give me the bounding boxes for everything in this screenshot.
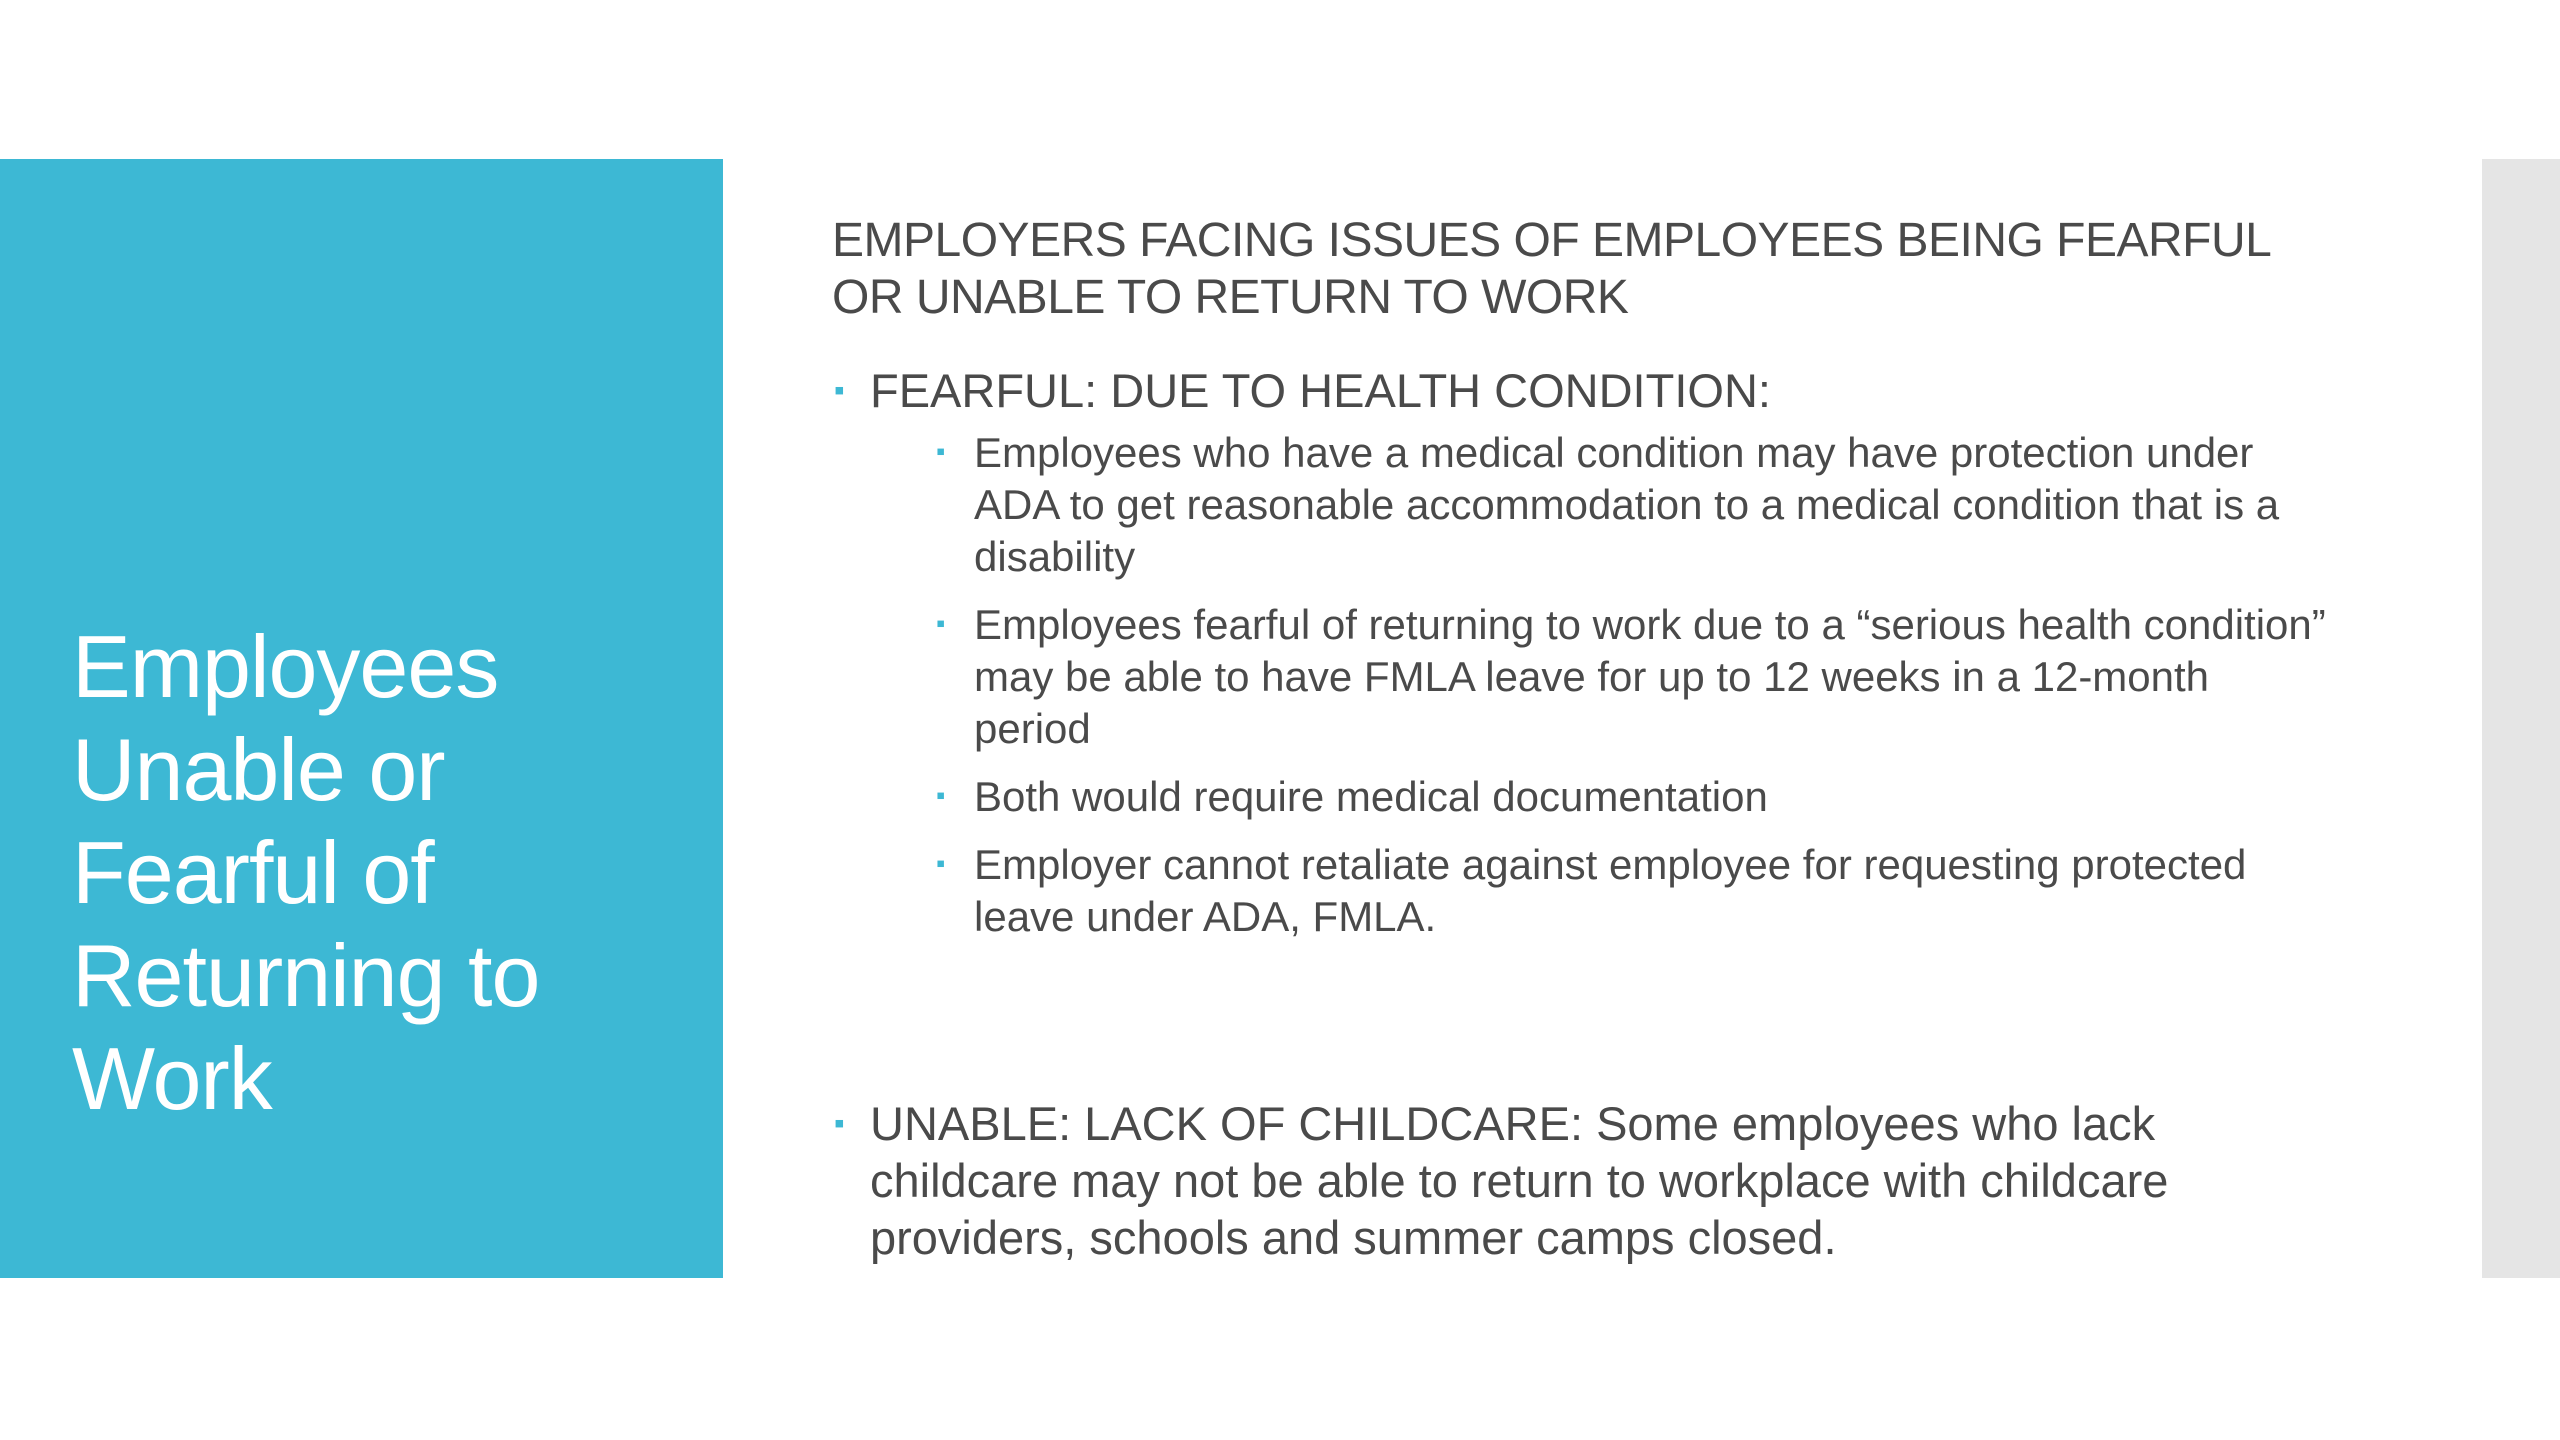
title-panel <box>0 159 723 1278</box>
content-area <box>832 212 2332 1266</box>
bullet-icon: ▪ <box>834 374 845 407</box>
content-heading: EMPLOYERS FACING ISSUES OF EMPLOYEES BEING FEARFUL OR UNABLE TO RETURN TO WORK <box>832 214 2270 324</box>
bullet-icon: ▪ <box>936 608 946 638</box>
sub-bullet-documentation <box>936 771 2332 823</box>
sub-bullet-fmla <box>936 599 2332 755</box>
right-decorative-bar <box>2482 159 2560 1278</box>
sub-bullet-text: Employer cannot retaliate against employee for requesting protected leave under ADA, FMLA. <box>974 841 2247 940</box>
sub-bullet-ada <box>936 427 2332 583</box>
spacer <box>832 959 2332 1059</box>
sub-bullet-text: Employees who have a medical condition may have protection under ADA to get reasonable accommodation to a medical condition that is a disability <box>974 429 2280 580</box>
bullet-icon: ▪ <box>936 848 946 878</box>
bullet-icon: ▪ <box>936 780 946 810</box>
sub-bullet-retaliation <box>936 839 2332 943</box>
bullet-icon: ▪ <box>834 1107 845 1140</box>
sub-bullet-text: Employees fearful of returning to work due to a “serious health condition” may be able to have FMLA leave for up to 12 weeks in a 12-month period <box>974 601 2326 752</box>
bullet-text: UNABLE: LACK OF CHILDCARE: Some employees who lack childcare may not be able to return to workplace with childcare providers, schools and summer camps closed. <box>870 1097 2169 1264</box>
bullet-icon: ▪ <box>936 436 946 466</box>
slide-title: Employees Unable or Fearful of Returning to Work <box>72 617 540 1128</box>
sub-bullet-text: Both would require medical documentation <box>974 773 1768 820</box>
bullet-fearful <box>832 362 2332 419</box>
fearful-sublist <box>936 427 2332 943</box>
bullet-unable <box>832 1095 2332 1266</box>
bullet-text: FEARFUL: DUE TO HEALTH CONDITION: <box>870 364 1771 417</box>
